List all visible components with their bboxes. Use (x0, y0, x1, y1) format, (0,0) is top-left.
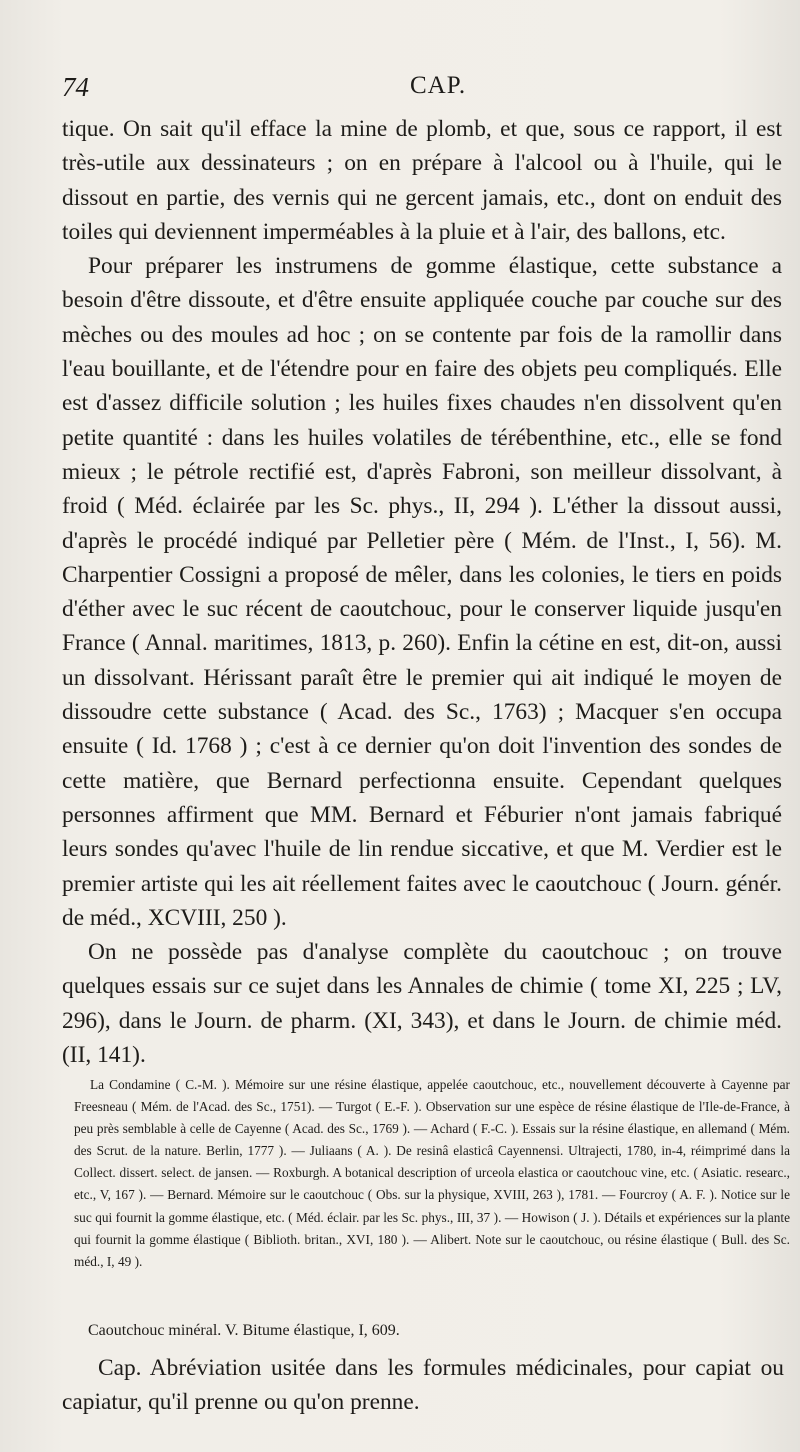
bibliography-text: La Condamine ( C.-M. ). Mémoire sur une résine élastique, appelée caoutchouc, etc., nouvellement découverte à Cayenne par Freesneau ( Mém. de l'Acad. des Sc., 1751). — Turgot ( E.-F. ). Observation sur une espèce de résine élastique de l'Ile-de-France, à peu près semblable à celle de Cayenne ( Acad. des Sc., 1769 ). — Achard ( F.-C. ). Essais sur la résine élastique, en allemand ( Mém. des Scrut. de la nature. Berlin, 1777 ). — Juliaans ( A. ). De resinâ elasticâ Cayennensi. Ultrajecti, 1780, in-4, réimprimé dans la Collect. dissert. select. de jansen. — Roxburgh. A botanical description of urceola elastica or caoutchouc vine, etc. ( Asiatic. researc., etc., V, 167 ). — Bernard. Mémoire sur le caoutchouc ( Obs. sur la physique, XVIII, 263 ), 1781. — Fourcroy ( A. F. ). Notice sur le suc qui fournit la gomme élastique, etc. ( Méd. éclair. par les Sc. phys., III, 37 ). — Howison ( J. ). Détails et expériences sur la plante qui fournit la gomme élastique ( Biblioth. britan., XVI, 180 ). — Alibert. Note sur le caoutchouc, ou résine élastique ( Bull. des Sc. méd., I, 49 ). (74, 1077, 790, 1269)
paragraph-continuation: tique. On sait qu'il efface la mine de plomb, et que, sous ce rapport, il est très-utile aux dessinateurs ; on en prépare à l'alcool ou à l'huile, qui le dissout en partie, des vernis qui ne gercent jamais, etc., dont on enduit des toiles qui deviennent imperméables à la pluie et à l'air, des ballons, etc. (62, 116, 782, 245)
main-text (62, 112, 782, 1072)
page-number: 74 (62, 72, 89, 102)
entry-text: Cap. Abréviation usitée dans les formules médicinales, pour capiat ou capiatur, qu'il prenne ou qu'on prenne. (62, 1355, 784, 1416)
running-head: CAP. (410, 72, 467, 99)
page-header (62, 72, 762, 108)
paragraph-analysis: On ne possède pas d'analyse complète du caoutchouc ; on trouve quelques essais sur ce sujet dans les Annales de chimie ( tome XI, 225 ; LV, 296), dans le Journ. de pharm. (XI, 343), et dans le Journ. de chimie méd. (II, 141). (62, 939, 782, 1069)
cross-reference: Caoutchouc minéral. V. Bitume élastique, I, 609. (88, 1322, 400, 1339)
dictionary-entry-cap (62, 1351, 784, 1420)
paragraph-dissolution: Pour préparer les instrumens de gomme élastique, cette substance a besoin d'être dissoute, et d'être ensuite appliquée couche par couche sur des mèches ou des moules ad hoc ; on se contente par fois de la ramollir dans l'eau bouillante, et de l'étendre pour en faire des objets peu compliqués. Elle est d'assez difficile solution ; les huiles fixes chaudes n'en dissolvent qu'en petite quantité : dans les huiles volatiles de térébenthine, etc., elle se fond mieux ; le pétrole rectifié est, d'après Fabroni, son meilleur dissolvant, à froid ( Méd. éclairée par les Sc. phys., II, 294 ). L'éther la dissout aussi, d'après le procédé indiqué par Pelletier père ( Mém. de l'Inst., I, 56). M. Charpentier Cossigni a proposé de mêler, dans les colonies, le tiers en poids d'éther avec le suc récent de caoutchouc, pour le conserver liquide jusqu'en France ( Annal. maritimes, 1813, p. 260). Enfin la cétine en est, dit-on, aussi un dissolvant. Hérissant paraît être le premier qui ait indiqué le moyen de dissoudre cette substance ( Acad. des Sc., 1763) ; Macquer s'en occupa ensuite ( Id. 1768 ) ; c'est à ce dernier qu'on doit l'invention des sondes de cette matière, que Bernard perfectionna ensuite. Cependant quelques personnes affirment que MM. Bernard et Féburier n'ont jamais fabriqué leurs sondes qu'avec l'huile de lin rendue siccative, et que M. Verdier est le premier artiste qui les ait réellement faites avec le caoutchouc ( Journ. génér. de méd., XCVIII, 250 ). (62, 253, 782, 931)
bibliography-notes (74, 1074, 790, 1273)
